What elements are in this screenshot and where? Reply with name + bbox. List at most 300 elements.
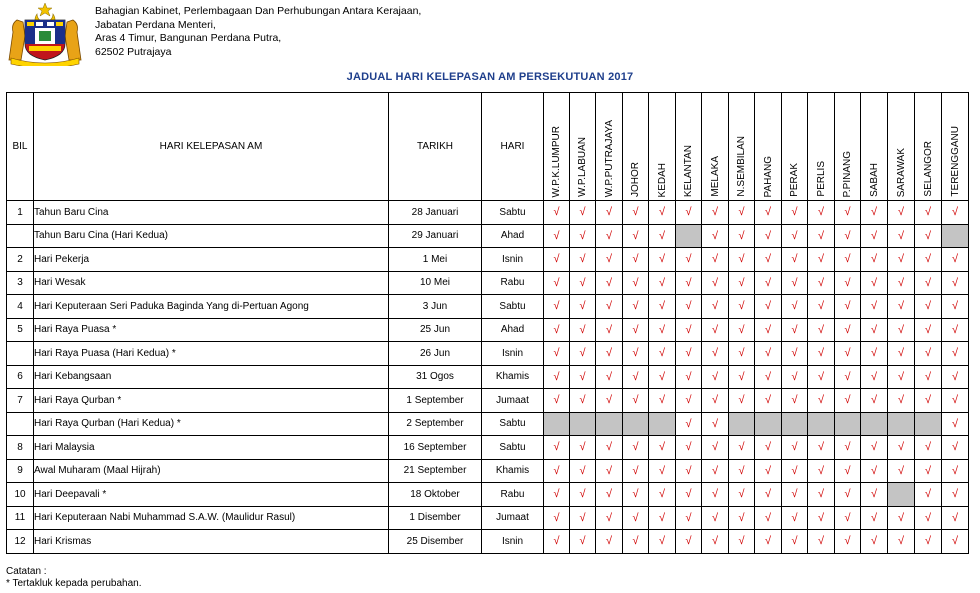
check-mark: √ [782, 248, 808, 272]
check-mark: √ [570, 530, 596, 554]
state-label: W.P.K.LUMPUR [551, 125, 562, 197]
check-mark: √ [942, 271, 969, 295]
check-mark: √ [676, 530, 702, 554]
holiday-day: Isnin [482, 342, 544, 366]
holiday-name: Hari Krismas [34, 530, 389, 554]
holiday-day: Jumaat [482, 389, 544, 413]
check-mark: √ [915, 271, 942, 295]
table-row [7, 295, 969, 319]
not-observed-cell [570, 412, 596, 436]
check-mark: √ [861, 530, 888, 554]
holiday-name: Tahun Baru Cina [34, 201, 389, 225]
state-label: PERAK [789, 163, 800, 197]
check-mark: √ [676, 459, 702, 483]
check-mark: √ [755, 342, 782, 366]
check-mark: √ [942, 365, 969, 389]
check-mark: √ [782, 201, 808, 225]
holiday-day: Isnin [482, 248, 544, 272]
row-number: 10 [7, 483, 34, 507]
check-mark: √ [808, 318, 835, 342]
check-mark: √ [729, 342, 755, 366]
check-mark: √ [861, 295, 888, 319]
holiday-day: Sabtu [482, 295, 544, 319]
check-mark: √ [888, 271, 915, 295]
col-header-hari: HARI [482, 93, 544, 201]
check-mark: √ [702, 248, 729, 272]
check-mark: √ [596, 318, 623, 342]
table-row [7, 459, 969, 483]
check-mark: √ [808, 459, 835, 483]
holiday-name: Hari Raya Puasa (Hari Kedua) * [34, 342, 389, 366]
check-mark: √ [729, 224, 755, 248]
row-number: 11 [7, 506, 34, 530]
table-row [7, 412, 969, 436]
col-header-state [835, 93, 861, 201]
check-mark: √ [755, 248, 782, 272]
state-label: TERENGGANU [949, 126, 961, 197]
check-mark: √ [808, 224, 835, 248]
col-header-state [649, 93, 676, 201]
check-mark: √ [942, 459, 969, 483]
coat-of-arms-icon [5, 2, 85, 66]
holiday-name: Hari Pekerja [34, 248, 389, 272]
check-mark: √ [702, 365, 729, 389]
check-mark: √ [915, 389, 942, 413]
check-mark: √ [649, 271, 676, 295]
check-mark: √ [835, 271, 861, 295]
holiday-name: Tahun Baru Cina (Hari Kedua) [34, 224, 389, 248]
check-mark: √ [649, 506, 676, 530]
check-mark: √ [915, 248, 942, 272]
check-mark: √ [888, 389, 915, 413]
not-observed-cell [544, 412, 570, 436]
check-mark: √ [942, 201, 969, 225]
state-label: W.P.PUTRAJAYA [603, 119, 615, 197]
holiday-date: 21 September [389, 459, 482, 483]
holiday-date: 1 Disember [389, 506, 482, 530]
check-mark: √ [544, 506, 570, 530]
check-mark: √ [649, 318, 676, 342]
holiday-date: 25 Disember [389, 530, 482, 554]
check-mark: √ [755, 271, 782, 295]
state-label: MELAKA [709, 156, 721, 197]
holiday-day: Sabtu [482, 436, 544, 460]
check-mark: √ [861, 224, 888, 248]
check-mark: √ [888, 365, 915, 389]
check-mark: √ [782, 224, 808, 248]
check-mark: √ [729, 530, 755, 554]
not-observed-cell [649, 412, 676, 436]
check-mark: √ [676, 506, 702, 530]
not-observed-cell [808, 412, 835, 436]
check-mark: √ [702, 459, 729, 483]
col-header-state [570, 93, 596, 201]
check-mark: √ [755, 436, 782, 460]
check-mark: √ [888, 342, 915, 366]
holiday-name: Hari Wesak [34, 271, 389, 295]
table-row [7, 342, 969, 366]
table-row [7, 248, 969, 272]
check-mark: √ [596, 224, 623, 248]
check-mark: √ [544, 271, 570, 295]
holiday-name: Hari Malaysia [34, 436, 389, 460]
col-header-state [915, 93, 942, 201]
check-mark: √ [942, 530, 969, 554]
check-mark: √ [702, 342, 729, 366]
state-label: KELANTAN [683, 144, 694, 197]
check-mark: √ [649, 365, 676, 389]
check-mark: √ [729, 201, 755, 225]
check-mark: √ [755, 530, 782, 554]
check-mark: √ [702, 201, 729, 225]
check-mark: √ [649, 459, 676, 483]
check-mark: √ [808, 295, 835, 319]
check-mark: √ [676, 483, 702, 507]
check-mark: √ [915, 224, 942, 248]
not-observed-cell [888, 483, 915, 507]
col-header-hari-kelepasan: HARI KELEPASAN AM [34, 93, 389, 201]
not-observed-cell [782, 412, 808, 436]
check-mark: √ [623, 342, 649, 366]
holiday-day: Khamis [482, 459, 544, 483]
not-observed-cell [915, 412, 942, 436]
check-mark: √ [702, 506, 729, 530]
holiday-day: Sabtu [482, 412, 544, 436]
check-mark: √ [782, 530, 808, 554]
holiday-name: Hari Kebangsaan [34, 365, 389, 389]
holiday-day: Ahad [482, 318, 544, 342]
state-label: PAHANG [762, 155, 774, 197]
holiday-day: Jumaat [482, 506, 544, 530]
check-mark: √ [915, 506, 942, 530]
table-row [7, 318, 969, 342]
holiday-date: 18 Oktober [389, 483, 482, 507]
check-mark: √ [782, 506, 808, 530]
check-mark: √ [729, 389, 755, 413]
check-mark: √ [544, 436, 570, 460]
table-header-row [7, 93, 969, 201]
check-mark: √ [649, 436, 676, 460]
col-header-bil: BIL [7, 93, 34, 201]
row-number: 7 [7, 389, 34, 413]
check-mark: √ [942, 412, 969, 436]
check-mark: √ [755, 459, 782, 483]
check-mark: √ [544, 365, 570, 389]
check-mark: √ [570, 483, 596, 507]
check-mark: √ [623, 483, 649, 507]
check-mark: √ [623, 224, 649, 248]
check-mark: √ [623, 506, 649, 530]
check-mark: √ [596, 530, 623, 554]
check-mark: √ [596, 389, 623, 413]
holiday-date: 10 Mei [389, 271, 482, 295]
check-mark: √ [888, 248, 915, 272]
check-mark: √ [544, 342, 570, 366]
check-mark: √ [782, 342, 808, 366]
holiday-date: 16 September [389, 436, 482, 460]
row-number: 5 [7, 318, 34, 342]
check-mark: √ [915, 342, 942, 366]
check-mark: √ [570, 201, 596, 225]
row-number [7, 224, 34, 248]
check-mark: √ [808, 530, 835, 554]
check-mark: √ [596, 459, 623, 483]
table-row [7, 530, 969, 554]
check-mark: √ [623, 201, 649, 225]
check-mark: √ [676, 201, 702, 225]
check-mark: √ [942, 248, 969, 272]
check-mark: √ [915, 459, 942, 483]
check-mark: √ [861, 318, 888, 342]
check-mark: √ [861, 506, 888, 530]
check-mark: √ [915, 201, 942, 225]
address-line: Jabatan Perdana Menteri, [95, 18, 216, 31]
holiday-date: 2 September [389, 412, 482, 436]
col-header-state [676, 93, 702, 201]
table-row [7, 224, 969, 248]
check-mark: √ [570, 365, 596, 389]
check-mark: √ [782, 389, 808, 413]
check-mark: √ [676, 389, 702, 413]
check-mark: √ [782, 318, 808, 342]
row-number [7, 412, 34, 436]
check-mark: √ [861, 436, 888, 460]
check-mark: √ [676, 365, 702, 389]
notes-line: * Tertakluk kepada perubahan. [6, 578, 142, 589]
check-mark: √ [676, 271, 702, 295]
check-mark: √ [649, 201, 676, 225]
check-mark: √ [570, 506, 596, 530]
check-mark: √ [729, 295, 755, 319]
row-number: 8 [7, 436, 34, 460]
table-body [7, 201, 969, 554]
holiday-name: Awal Muharam (Maal Hijrah) [34, 459, 389, 483]
check-mark: √ [729, 506, 755, 530]
check-mark: √ [861, 389, 888, 413]
check-mark: √ [702, 483, 729, 507]
check-mark: √ [861, 483, 888, 507]
check-mark: √ [729, 318, 755, 342]
check-mark: √ [702, 224, 729, 248]
check-mark: √ [570, 389, 596, 413]
row-number: 3 [7, 271, 34, 295]
col-header-state [942, 93, 969, 201]
check-mark: √ [596, 483, 623, 507]
check-mark: √ [596, 506, 623, 530]
check-mark: √ [782, 483, 808, 507]
check-mark: √ [755, 389, 782, 413]
check-mark: √ [596, 342, 623, 366]
check-mark: √ [623, 459, 649, 483]
row-number: 4 [7, 295, 34, 319]
check-mark: √ [623, 389, 649, 413]
check-mark: √ [729, 271, 755, 295]
check-mark: √ [808, 483, 835, 507]
check-mark: √ [861, 201, 888, 225]
check-mark: √ [835, 201, 861, 225]
row-number: 12 [7, 530, 34, 554]
check-mark: √ [755, 483, 782, 507]
check-mark: √ [623, 295, 649, 319]
check-mark: √ [942, 506, 969, 530]
check-mark: √ [729, 483, 755, 507]
check-mark: √ [596, 436, 623, 460]
check-mark: √ [942, 436, 969, 460]
holiday-date: 29 Januari [389, 224, 482, 248]
row-number: 1 [7, 201, 34, 225]
holiday-day: Rabu [482, 483, 544, 507]
check-mark: √ [835, 483, 861, 507]
row-number: 9 [7, 459, 34, 483]
check-mark: √ [676, 248, 702, 272]
check-mark: √ [888, 224, 915, 248]
check-mark: √ [702, 318, 729, 342]
not-observed-cell [942, 224, 969, 248]
check-mark: √ [544, 201, 570, 225]
holiday-date: 25 Jun [389, 318, 482, 342]
check-mark: √ [544, 295, 570, 319]
check-mark: √ [861, 365, 888, 389]
row-number: 6 [7, 365, 34, 389]
address-block [95, 5, 421, 59]
check-mark: √ [942, 342, 969, 366]
check-mark: √ [570, 342, 596, 366]
check-mark: √ [808, 506, 835, 530]
check-mark: √ [808, 436, 835, 460]
check-mark: √ [808, 248, 835, 272]
check-mark: √ [782, 459, 808, 483]
check-mark: √ [755, 506, 782, 530]
check-mark: √ [596, 248, 623, 272]
check-mark: √ [888, 318, 915, 342]
check-mark: √ [649, 295, 676, 319]
check-mark: √ [782, 436, 808, 460]
check-mark: √ [808, 201, 835, 225]
check-mark: √ [596, 271, 623, 295]
check-mark: √ [782, 271, 808, 295]
check-mark: √ [755, 365, 782, 389]
check-mark: √ [623, 530, 649, 554]
address-line: Bahagian Kabinet, Perlembagaan Dan Perhubungan Antara Kerajaan, [95, 5, 422, 17]
table-row [7, 271, 969, 295]
check-mark: √ [544, 248, 570, 272]
check-mark: √ [915, 436, 942, 460]
holiday-day: Khamis [482, 365, 544, 389]
check-mark: √ [623, 271, 649, 295]
check-mark: √ [835, 318, 861, 342]
col-header-state [544, 93, 570, 201]
check-mark: √ [702, 412, 729, 436]
table-row [7, 389, 969, 413]
check-mark: √ [649, 530, 676, 554]
check-mark: √ [544, 483, 570, 507]
check-mark: √ [835, 436, 861, 460]
check-mark: √ [623, 248, 649, 272]
row-number [7, 342, 34, 366]
holiday-day: Sabtu [482, 201, 544, 225]
check-mark: √ [702, 295, 729, 319]
state-label: KEDAH [656, 162, 668, 197]
col-header-state [596, 93, 623, 201]
check-mark: √ [544, 318, 570, 342]
check-mark: √ [808, 365, 835, 389]
table-row [7, 436, 969, 460]
col-header-tarikh: TARIKH [389, 93, 482, 201]
check-mark: √ [729, 436, 755, 460]
document-title: JADUAL HARI KELEPASAN AM PERSEKUTUAN 2017 [346, 71, 634, 83]
table-row [7, 483, 969, 507]
check-mark: √ [623, 365, 649, 389]
holiday-day: Rabu [482, 271, 544, 295]
row-number: 2 [7, 248, 34, 272]
check-mark: √ [570, 459, 596, 483]
check-mark: √ [888, 295, 915, 319]
check-mark: √ [835, 295, 861, 319]
col-header-state [623, 93, 649, 201]
holiday-date: 1 September [389, 389, 482, 413]
check-mark: √ [570, 224, 596, 248]
state-label: PERLIS [815, 161, 827, 197]
check-mark: √ [861, 248, 888, 272]
not-observed-cell [755, 412, 782, 436]
check-mark: √ [942, 389, 969, 413]
state-label: SARAWAK [895, 147, 907, 197]
check-mark: √ [729, 248, 755, 272]
check-mark: √ [888, 201, 915, 225]
check-mark: √ [544, 389, 570, 413]
check-mark: √ [570, 248, 596, 272]
check-mark: √ [676, 412, 702, 436]
check-mark: √ [755, 201, 782, 225]
state-label: N.SEMBILAN [736, 136, 747, 197]
check-mark: √ [888, 506, 915, 530]
check-mark: √ [702, 530, 729, 554]
check-mark: √ [915, 295, 942, 319]
check-mark: √ [942, 318, 969, 342]
holiday-date: 28 Januari [389, 201, 482, 225]
not-observed-cell [888, 412, 915, 436]
check-mark: √ [755, 295, 782, 319]
check-mark: √ [676, 295, 702, 319]
check-mark: √ [676, 342, 702, 366]
check-mark: √ [942, 295, 969, 319]
check-mark: √ [755, 224, 782, 248]
holiday-date: 26 Jun [389, 342, 482, 366]
check-mark: √ [570, 295, 596, 319]
check-mark: √ [544, 459, 570, 483]
check-mark: √ [915, 318, 942, 342]
holiday-name: Hari Keputeraan Nabi Muhammad S.A.W. (Maulidur Rasul) [34, 506, 389, 530]
check-mark: √ [649, 389, 676, 413]
holiday-date: 1 Mei [389, 248, 482, 272]
check-mark: √ [570, 318, 596, 342]
check-mark: √ [596, 201, 623, 225]
holiday-day: Isnin [482, 530, 544, 554]
holiday-date: 31 Ogos [389, 365, 482, 389]
check-mark: √ [808, 271, 835, 295]
check-mark: √ [676, 318, 702, 342]
check-mark: √ [942, 483, 969, 507]
check-mark: √ [729, 459, 755, 483]
notes [6, 566, 141, 590]
table-row [7, 201, 969, 225]
address-line: 62502 Putrajaya [95, 45, 172, 58]
check-mark: √ [888, 436, 915, 460]
check-mark: √ [649, 224, 676, 248]
check-mark: √ [676, 436, 702, 460]
not-observed-cell [861, 412, 888, 436]
check-mark: √ [835, 342, 861, 366]
